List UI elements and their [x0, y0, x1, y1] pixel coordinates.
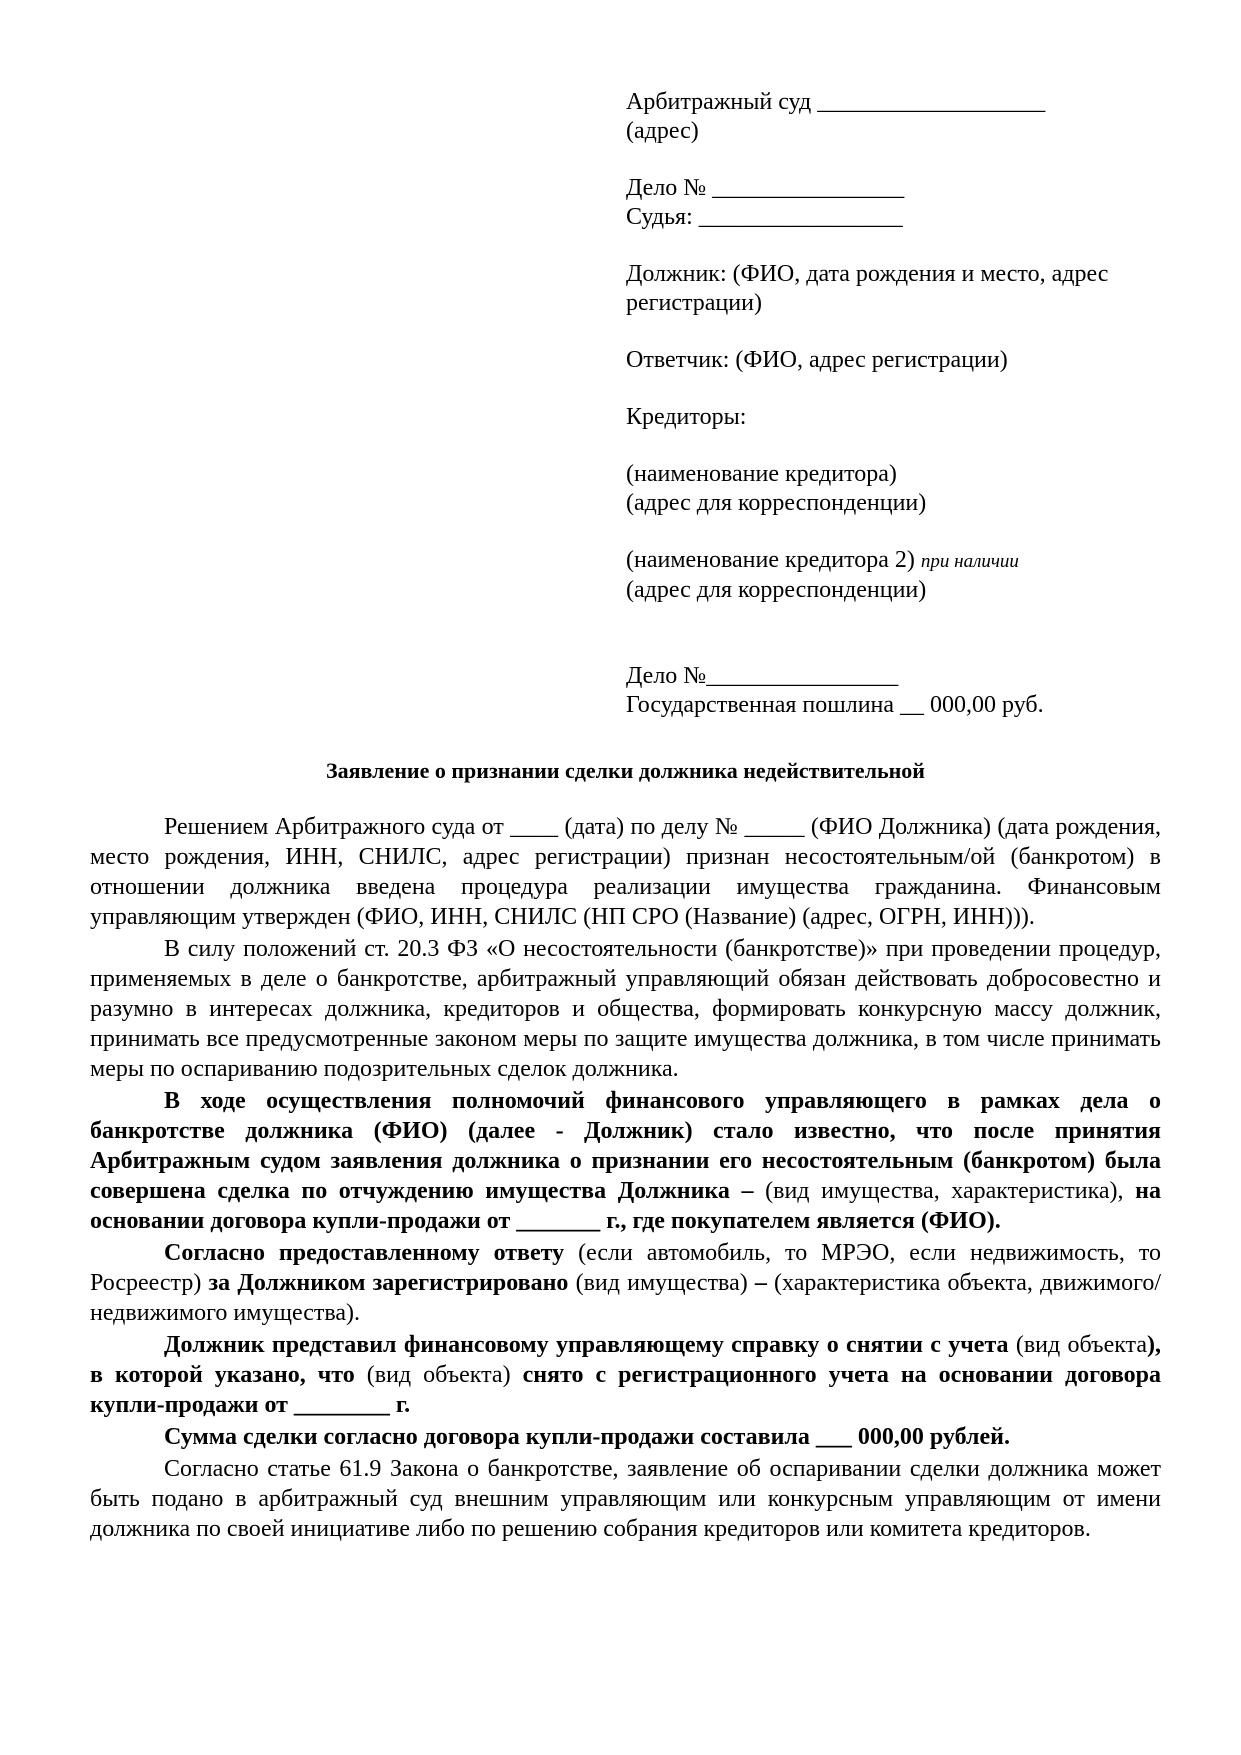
paragraph-1: Решением Арбитражного суда от ____ (дата) по делу № _____ (ФИО Должника) (дата рождения, место рождения, ИНН, СНИЛС, адрес регистрации) признан несостоятельным/ой (банкротом) в отношении должника введена процедура реализации имущества гражданина. Финансовым управляющим утвержден (ФИО, ИНН, СНИЛС (НП СРО (Название) (адрес, ОГРН, ИНН))). [90, 814, 1161, 930]
respondent-line: Ответчик: (ФИО, адрес регистрации) [626, 347, 1008, 373]
creditor-2-address: (адрес для корреспонденции) [626, 577, 927, 603]
paragraph-5-normal-1: (вид объекта [1008, 1332, 1147, 1358]
court-line: Арбитражный суд ___________________ [626, 89, 1046, 115]
paragraph-5-normal-2: (вид объекта) [354, 1362, 523, 1388]
paragraph-6: Сумма сделки согласно договора купли-продажи составила ___ 000,00 рублей. [164, 1424, 1010, 1450]
paragraph-5-bold-2: ), в которой указано, что [90, 1332, 1161, 1388]
creditors-label: Кредиторы: [626, 404, 747, 430]
paragraph-3-bold-1: В ходе осуществления полномочий финансового управляющего в рамках дела о банкротстве должника (ФИО) (далее - Должник) стало известно, что после принятия Арбитражным судом заявления должника о признании его несостоятельным (банкротом) была совершена сделка по отчуждению имущества Должника – [90, 1088, 1161, 1204]
creditor-1-name: (наименование кредитора) [626, 461, 897, 487]
paragraph-4-normal-1: (если автомобиль, то МРЭО, если недвижимость, то Росреестр) [90, 1240, 1161, 1296]
paragraph-3 [90, 1086, 1161, 1236]
paragraph-3-normal-1: (вид имущества, характеристика), [753, 1178, 1136, 1204]
case-number: Дело № ________________ [626, 175, 905, 201]
case-number-2: Дело №________________ [626, 663, 899, 689]
paragraph-4-bold-1: Согласно предоставленному ответу [164, 1240, 565, 1266]
paragraph-4-normal-2: (вид имущества) [568, 1270, 755, 1296]
document-title: Заявление о признании сделки должника недействительной [326, 758, 925, 783]
paragraph-7: Согласно статье 61.9 Закона о банкротстве, заявление об оспаривании сделки должника может быть подано в арбитражный суд внешним управляющим или конкурсным управляющим от имени должника по своей инициативе либо по решению собрания кредиторов или комитета кредиторов. [90, 1456, 1161, 1542]
creditor-2-row [626, 546, 1186, 576]
debtor-line-1: Должник: (ФИО, дата рождения и место, адрес [626, 261, 1109, 287]
creditor-2-name: (наименование кредитора 2) [626, 547, 915, 573]
judge-line: Судья: _________________ [626, 204, 903, 230]
state-fee: Государственная пошлина __ 000,00 руб. [626, 692, 1044, 718]
paragraph-5 [90, 1330, 1161, 1420]
paragraph-5-bold-3: снято с регистрационного учета на основании договора купли-продажи от ________ г. [90, 1362, 1161, 1418]
paragraph-2: В силу положений ст. 20.3 ФЗ «О несостоятельности (банкротстве)» при проведении процедур, применяемых в деле о банкротстве, арбитражный управляющий обязан действовать добросовестно и разумно в интересах должника, кредиторов и общества, формировать конкурсную массу должник, принимать все предусмотренные законом меры по защите имущества должника, в том числе принимать меры по оспариванию подозрительных сделок должника. [90, 936, 1161, 1082]
paragraph-4 [90, 1238, 1161, 1328]
creditor-1-address: (адрес для корреспонденции) [626, 490, 927, 516]
paragraph-4-bold-2: за Должником зарегистрировано [208, 1270, 569, 1296]
paragraph-4-bold-3: – [754, 1270, 767, 1296]
debtor-line-2: регистрации) [626, 290, 762, 316]
court-address: (адрес) [626, 118, 699, 144]
document-header [626, 88, 1186, 720]
creditor-2-note: при наличии [920, 551, 1019, 572]
paragraph-5-bold-1: Должник представил финансовому управляющему справку о снятии с учета [164, 1332, 1009, 1358]
paragraph-3-bold-2: на основании договора купли-продажи от _______ г., где покупателем является (ФИО). [90, 1178, 1161, 1234]
document-body [90, 812, 1161, 1544]
paragraph-4-normal-3: (характеристика объекта, движимого/недвижимого имущества). [90, 1270, 1162, 1326]
